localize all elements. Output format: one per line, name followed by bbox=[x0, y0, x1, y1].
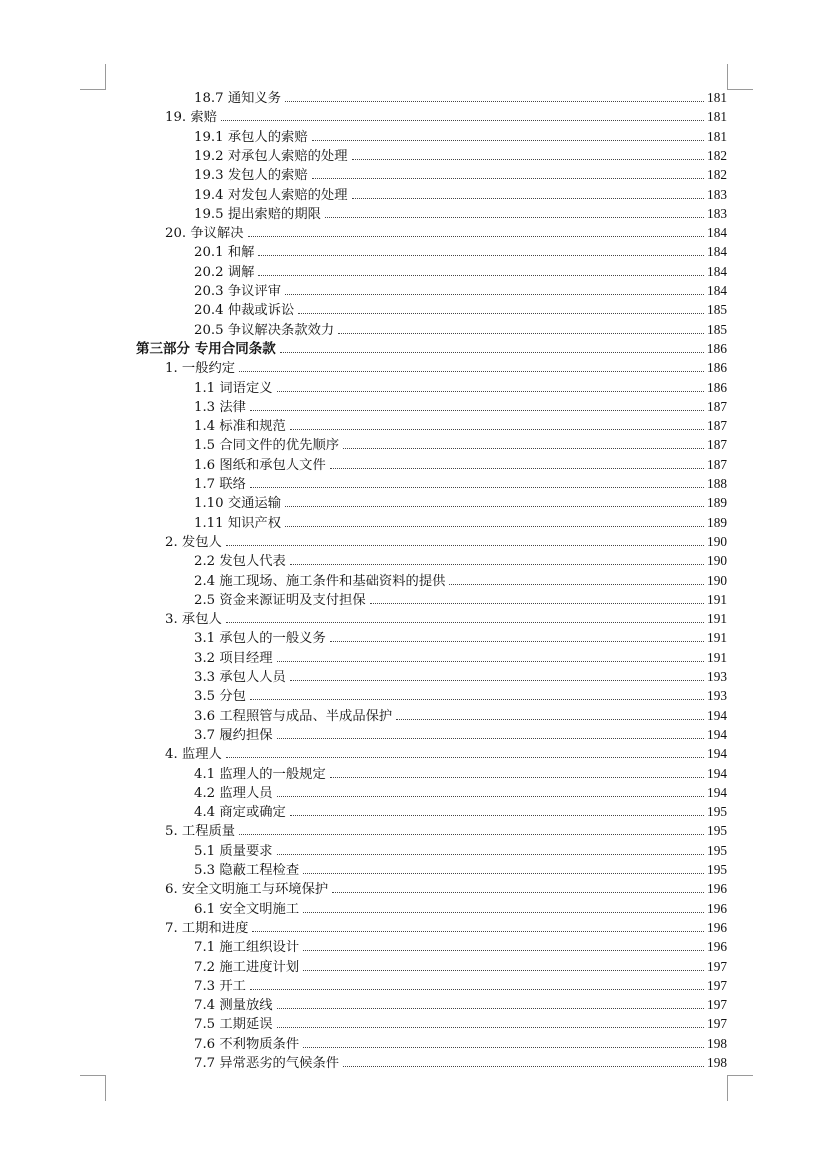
toc-entry-title: 3.3 承包人人员 bbox=[194, 670, 286, 685]
dot-leader bbox=[343, 1066, 704, 1067]
toc-entry-page-number: 188 bbox=[707, 476, 727, 491]
toc-entry[interactable] bbox=[194, 435, 727, 455]
toc-entry[interactable] bbox=[194, 397, 727, 417]
toc-entry-title: 7.7 异常恶劣的气候条件 bbox=[194, 1056, 340, 1071]
toc-entry-title: 19.3 发包人的索赔 bbox=[194, 168, 308, 184]
dot-leader bbox=[330, 641, 704, 642]
toc-entry[interactable] bbox=[194, 300, 727, 320]
toc-entry-title: 20.3 争议评审 bbox=[194, 284, 282, 299]
dot-leader bbox=[298, 313, 704, 314]
toc-entry-title: 5. 工程质量 bbox=[165, 824, 236, 840]
toc-entry[interactable] bbox=[194, 185, 727, 205]
toc-entry[interactable] bbox=[194, 474, 727, 494]
toc-entry-page-number: 195 bbox=[707, 842, 727, 858]
toc-entry-page-number: 184 bbox=[707, 225, 727, 241]
toc-entry[interactable] bbox=[194, 1053, 727, 1073]
toc-entry-page-number: 191 bbox=[707, 591, 727, 607]
toc-entry-title: 19. 索赔 bbox=[165, 110, 217, 126]
toc-entry-title: 7. 工期和进度 bbox=[165, 920, 249, 936]
crop-mark-bottom-right-h bbox=[727, 1075, 753, 1076]
toc-entry[interactable] bbox=[194, 957, 727, 977]
toc-entry[interactable] bbox=[194, 976, 727, 996]
dot-leader bbox=[285, 526, 704, 527]
toc-entry-title: 7.1 施工组织设计 bbox=[194, 940, 300, 956]
dot-leader bbox=[396, 719, 704, 720]
dot-leader bbox=[277, 1027, 704, 1028]
dot-leader bbox=[303, 950, 704, 951]
dot-leader bbox=[248, 236, 704, 237]
toc-entry-page-number: 194 bbox=[707, 726, 727, 742]
dot-leader bbox=[290, 429, 704, 430]
toc-entry-page-number: 181 bbox=[707, 90, 727, 105]
toc-entry[interactable] bbox=[194, 146, 727, 166]
dot-leader bbox=[277, 1008, 704, 1009]
toc-entry[interactable] bbox=[194, 899, 727, 919]
toc-entry[interactable] bbox=[194, 802, 727, 822]
toc-entry-page-number: 193 bbox=[707, 688, 727, 704]
dot-leader bbox=[330, 468, 704, 469]
toc-entry-page-number: 181 bbox=[707, 128, 727, 144]
toc-entry-page-number: 197 bbox=[707, 1016, 727, 1032]
toc-entry-title: 19.5 提出索赔的期限 bbox=[194, 206, 321, 222]
toc-entry[interactable] bbox=[194, 204, 727, 224]
dot-leader bbox=[250, 410, 704, 411]
toc-entry-title: 6.1 安全文明施工 bbox=[194, 901, 300, 917]
dot-leader bbox=[285, 101, 704, 102]
toc-entry[interactable] bbox=[194, 571, 727, 591]
toc-entry-page-number: 194 bbox=[707, 784, 727, 800]
toc-entry-page-number: 187 bbox=[707, 456, 727, 472]
toc-entry-page-number: 184 bbox=[707, 244, 727, 260]
dot-leader bbox=[277, 391, 704, 392]
toc-entry-title: 1.6 图纸和承包人文件 bbox=[194, 457, 326, 473]
toc-entry-title: 20.1 和解 bbox=[194, 245, 255, 261]
toc-entry[interactable] bbox=[165, 744, 727, 764]
dot-leader bbox=[330, 777, 704, 778]
toc-entry-title: 1.4 标准和规范 bbox=[194, 419, 286, 435]
dot-leader bbox=[290, 564, 704, 565]
toc-entry-title: 7.3 开工 bbox=[194, 978, 246, 994]
toc-entry-page-number: 191 bbox=[707, 649, 727, 665]
toc-entry-page-number: 182 bbox=[707, 147, 727, 163]
toc-entry-title: 6. 安全文明施工与环境保护 bbox=[165, 882, 329, 898]
toc-entry-page-number: 181 bbox=[707, 109, 727, 125]
toc-entry-page-number: 197 bbox=[707, 958, 727, 974]
toc-entry-title: 2.2 发包人代表 bbox=[194, 554, 286, 570]
dot-leader bbox=[258, 255, 704, 256]
toc-entry[interactable] bbox=[194, 1014, 727, 1034]
toc-entry[interactable] bbox=[194, 1034, 727, 1054]
dot-leader bbox=[370, 603, 704, 604]
toc-entry-page-number: 186 bbox=[706, 340, 727, 356]
toc-entry-page-number: 190 bbox=[707, 553, 727, 569]
dot-leader bbox=[226, 545, 704, 546]
toc-entry-title: 1.1 词语定义 bbox=[194, 380, 273, 396]
dot-leader bbox=[258, 275, 704, 276]
toc-entry-title: 3. 承包人 bbox=[165, 612, 222, 628]
dot-leader bbox=[290, 815, 704, 816]
dot-leader bbox=[252, 931, 704, 932]
crop-mark-top-right-v bbox=[727, 64, 728, 90]
crop-mark-top-left-v bbox=[105, 64, 106, 90]
dot-leader bbox=[226, 622, 704, 623]
toc-entry[interactable] bbox=[194, 841, 727, 861]
toc-entry[interactable] bbox=[194, 262, 727, 282]
toc-entry-title: 20.2 调解 bbox=[194, 264, 255, 280]
toc-entry[interactable] bbox=[194, 783, 727, 803]
toc-entry-page-number: 196 bbox=[707, 900, 727, 916]
toc-entry[interactable] bbox=[194, 995, 727, 1015]
toc-entry[interactable] bbox=[194, 860, 727, 880]
toc-entry[interactable] bbox=[194, 127, 727, 147]
toc-entry-page-number: 193 bbox=[707, 669, 727, 684]
toc-entry-page-number: 194 bbox=[707, 765, 727, 781]
toc-entry-page-number: 197 bbox=[707, 997, 727, 1013]
toc-entry-title: 2. 发包人 bbox=[165, 534, 222, 550]
toc-entry[interactable] bbox=[194, 513, 727, 533]
toc-entry-title: 1.3 法律 bbox=[194, 399, 246, 415]
toc-entry-title: 19.4 对发包人索赔的处理 bbox=[194, 187, 348, 203]
dot-leader bbox=[226, 757, 704, 758]
crop-mark-bottom-left-h bbox=[80, 1075, 106, 1076]
toc-entry-title: 1.11 知识产权 bbox=[194, 515, 282, 531]
toc-entry-page-number: 185 bbox=[707, 321, 727, 337]
dot-leader bbox=[280, 352, 704, 353]
toc-entry-title: 1.7 联络 bbox=[194, 477, 246, 492]
toc-entry-page-number: 182 bbox=[707, 167, 727, 183]
dot-leader bbox=[277, 661, 704, 662]
dot-leader bbox=[250, 989, 704, 990]
toc-entry[interactable] bbox=[194, 455, 727, 475]
toc-entry-page-number: 187 bbox=[707, 398, 727, 414]
toc-entry-title: 第三部分 专用合同条款 bbox=[136, 340, 276, 357]
toc-entry-title: 18.7 通知义务 bbox=[194, 91, 282, 106]
toc-entry-page-number: 187 bbox=[707, 437, 727, 453]
toc-entry[interactable] bbox=[194, 590, 727, 610]
dot-leader bbox=[250, 487, 704, 488]
toc-entry-title: 4.2 监理人员 bbox=[194, 785, 273, 801]
dot-leader bbox=[449, 584, 704, 585]
toc-entry-title: 20.5 争议解决条款效力 bbox=[194, 322, 335, 338]
toc-entry[interactable] bbox=[165, 532, 727, 552]
toc-entry-title: 19.1 承包人的索赔 bbox=[194, 129, 308, 145]
toc-entry-title: 4.1 监理人的一般规定 bbox=[194, 766, 326, 782]
toc-entry-title: 2.5 资金来源证明及支付担保 bbox=[194, 592, 366, 608]
toc-entry-page-number: 187 bbox=[707, 418, 727, 434]
toc-entry[interactable] bbox=[194, 628, 727, 648]
toc-entry[interactable] bbox=[165, 879, 727, 899]
toc-entry-page-number: 191 bbox=[707, 611, 727, 627]
toc-entry[interactable] bbox=[194, 686, 727, 706]
toc-entry-page-number: 184 bbox=[707, 263, 727, 279]
toc-entry[interactable] bbox=[194, 551, 727, 571]
dot-leader bbox=[332, 892, 704, 893]
toc-entry[interactable] bbox=[165, 358, 727, 378]
dot-leader bbox=[277, 738, 704, 739]
toc-entry-title: 1.10 交通运输 bbox=[194, 496, 282, 512]
toc-entry[interactable] bbox=[165, 223, 727, 243]
toc-entry-title: 7.5 工期延误 bbox=[194, 1017, 273, 1033]
toc-entry-page-number: 196 bbox=[707, 919, 727, 935]
toc-entry-title: 3.5 分包 bbox=[194, 689, 246, 705]
toc-entry-title: 1. 一般约定 bbox=[165, 361, 236, 377]
toc-entry-page-number: 197 bbox=[707, 977, 727, 993]
toc-entry-title: 5.1 质量要求 bbox=[194, 843, 273, 859]
toc-entry-title: 3.7 履约担保 bbox=[194, 727, 273, 743]
dot-leader bbox=[221, 120, 704, 121]
toc-entry-page-number: 194 bbox=[707, 746, 727, 762]
toc-entry[interactable] bbox=[194, 493, 727, 513]
dot-leader bbox=[303, 912, 704, 913]
toc-entry-page-number: 183 bbox=[707, 205, 727, 221]
toc-entry[interactable] bbox=[194, 706, 727, 726]
toc-entry-title: 4.4 商定或确定 bbox=[194, 805, 286, 821]
toc-entry-page-number: 184 bbox=[707, 283, 727, 298]
dot-leader bbox=[303, 970, 704, 971]
toc-entry-page-number: 190 bbox=[707, 533, 727, 549]
toc-entry-page-number: 198 bbox=[707, 1035, 727, 1051]
toc-entry[interactable] bbox=[194, 281, 727, 301]
toc-entry-page-number: 189 bbox=[707, 495, 727, 511]
toc-entry[interactable] bbox=[136, 339, 727, 359]
crop-mark-bottom-left-v bbox=[105, 1075, 106, 1101]
toc-entry-page-number: 195 bbox=[707, 804, 727, 820]
toc-entry[interactable] bbox=[194, 165, 727, 185]
toc-entry[interactable] bbox=[194, 88, 727, 108]
dot-leader bbox=[343, 448, 704, 449]
toc-entry-page-number: 189 bbox=[707, 514, 727, 530]
toc-entry-page-number: 198 bbox=[707, 1055, 727, 1070]
toc-entry-page-number: 183 bbox=[707, 186, 727, 202]
toc-entry-title: 3.2 项目经理 bbox=[194, 650, 273, 666]
toc-entry-page-number: 185 bbox=[707, 302, 727, 318]
toc-entry-page-number: 196 bbox=[707, 881, 727, 897]
dot-leader bbox=[239, 371, 704, 372]
crop-mark-top-left-h bbox=[80, 89, 106, 90]
toc-entry-title: 7.2 施工进度计划 bbox=[194, 959, 300, 975]
toc-entry-title: 20.4 仲裁或诉讼 bbox=[194, 303, 295, 319]
toc-entry[interactable] bbox=[194, 937, 727, 957]
toc-entry[interactable] bbox=[194, 242, 727, 262]
toc-entry-page-number: 195 bbox=[707, 862, 727, 877]
dot-leader bbox=[352, 159, 705, 160]
dot-leader bbox=[250, 699, 704, 700]
toc-entry[interactable] bbox=[165, 609, 727, 629]
toc-entry[interactable] bbox=[165, 918, 727, 938]
dot-leader bbox=[352, 198, 705, 199]
toc-entry[interactable] bbox=[194, 725, 727, 745]
toc-entry[interactable] bbox=[194, 667, 727, 687]
toc-entry-title: 19.2 对承包人索赔的处理 bbox=[194, 148, 348, 164]
crop-mark-top-right-h bbox=[727, 89, 753, 90]
toc-entry-page-number: 195 bbox=[707, 823, 727, 839]
toc-entry[interactable] bbox=[165, 107, 727, 127]
toc-entry-title: 4. 监理人 bbox=[165, 747, 222, 763]
dot-leader bbox=[303, 1047, 704, 1048]
toc-entry-title: 5.3 隐蔽工程检查 bbox=[194, 863, 300, 878]
dot-leader bbox=[325, 217, 704, 218]
toc-entry-title: 2.4 施工现场、施工条件和基础资料的提供 bbox=[194, 573, 446, 589]
toc-entry[interactable] bbox=[194, 416, 727, 436]
toc-entry-page-number: 191 bbox=[707, 630, 727, 646]
dot-leader bbox=[277, 854, 704, 855]
dot-leader bbox=[312, 178, 704, 179]
toc-entry[interactable] bbox=[194, 320, 727, 340]
dot-leader bbox=[239, 834, 704, 835]
dot-leader bbox=[312, 140, 704, 141]
toc-entry-title: 7.4 测量放线 bbox=[194, 998, 273, 1014]
toc-entry-page-number: 196 bbox=[707, 939, 727, 955]
toc-entry-title: 7.6 不利物质条件 bbox=[194, 1036, 300, 1052]
dot-leader bbox=[303, 873, 704, 874]
toc-entry-page-number: 190 bbox=[707, 572, 727, 588]
toc-entry-page-number: 186 bbox=[707, 360, 727, 376]
crop-mark-bottom-right-v bbox=[727, 1075, 728, 1101]
toc-entry[interactable] bbox=[194, 648, 727, 668]
toc-entry-title: 20. 争议解决 bbox=[165, 226, 244, 242]
toc-entry[interactable] bbox=[194, 764, 727, 784]
dot-leader bbox=[277, 796, 704, 797]
dot-leader bbox=[285, 294, 704, 295]
toc-entry[interactable] bbox=[194, 378, 727, 398]
toc-entry-page-number: 194 bbox=[707, 707, 727, 723]
toc-entry-page-number: 186 bbox=[707, 379, 727, 395]
dot-leader bbox=[338, 333, 704, 334]
dot-leader bbox=[285, 506, 704, 507]
toc-entry-title: 3.6 工程照管与成品、半成品保护 bbox=[194, 708, 393, 724]
toc-entry[interactable] bbox=[165, 821, 727, 841]
toc-entry-title: 1.5 合同文件的优先顺序 bbox=[194, 438, 340, 454]
toc-entry-title: 3.1 承包人的一般义务 bbox=[194, 631, 326, 647]
dot-leader bbox=[290, 680, 704, 681]
